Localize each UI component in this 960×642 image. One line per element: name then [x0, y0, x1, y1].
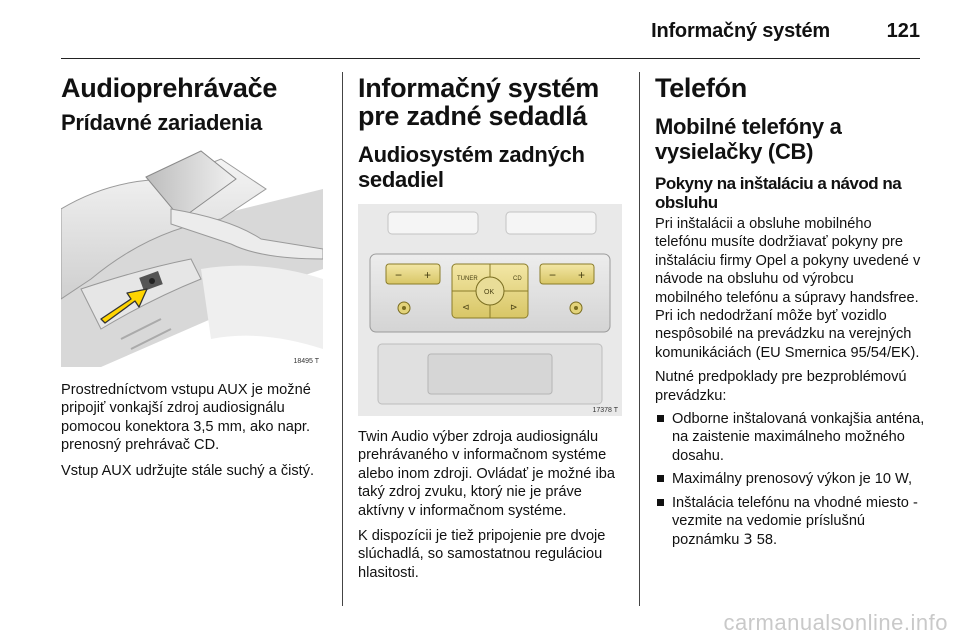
- aux-console-illustration: [61, 149, 323, 367]
- paragraph: Prostredníctvom vstupu AUX je možné pripojiť vonkajší zdroj audiosignálu pomocou konektora 3,5 mm, ako napr. prenosný prehrávač CD.: [61, 382, 311, 454]
- figure-id: 17378 T: [592, 407, 618, 414]
- column-rear-seat-info: [358, 74, 623, 582]
- section-heading: Telefón: [655, 73, 747, 103]
- column-divider: [639, 72, 640, 606]
- page-number: 121: [886, 20, 920, 42]
- paragraph: Nutné predpoklady pre bezproblémovú prevádzku:: [655, 369, 907, 404]
- svg-text:+: +: [578, 268, 586, 282]
- running-title: Informačný systém: [651, 20, 830, 42]
- ok-button-label: OK: [484, 289, 495, 296]
- rear-audio-panel-illustration: [358, 204, 622, 416]
- svg-text:⊲: ⊲: [462, 303, 470, 313]
- column-audio-players: [61, 74, 326, 480]
- tuner-button-label: TUNER: [457, 276, 478, 282]
- paragraph: Twin Audio výber zdroja audiosignálu prehrávaného v informačnom systéme alebo inom zdroji. Ovládať je možné iba taký zdroj zvuku, ktorý nie je práve aktívny v informačnom systéme.: [358, 429, 615, 519]
- list-item: Inštalácia telefónu na vhodné miesto - vezmite na vedomie príslušnú poznámku 3 58.: [655, 494, 925, 549]
- svg-text:−: −: [395, 268, 403, 282]
- figure-id: 18495 T: [293, 358, 319, 365]
- paragraph: Pri inštalácii a obsluhe mobilného telefónu musíte dodržiavať pokyny pre inštaláciu firmy Opel a pokyny uvedené v návode na obsluhu od výrobcu mobilného telefónu a súpravy handsfree. Pri ich nedodržaní môže byť vozidlo nespôsobilé na prevádzku na verejných komunikáciách (EU Smernica 95/54/EK).: [655, 216, 921, 361]
- bullet-square-icon: [657, 415, 664, 422]
- list-item: Odborne inštalovaná vonkajšia anténa, na zaistenie maximálneho možného dosahu.: [655, 410, 925, 465]
- svg-text:⊳: ⊳: [510, 303, 518, 313]
- section-subheading: Prídavné zariadenia: [61, 110, 262, 135]
- sub-subheading: Pokyny na inštaláciu a návod na obsluhu: [655, 174, 902, 212]
- requirements-list: [655, 410, 925, 549]
- section-subheading: Audiosystém zadných sedadiel: [358, 142, 585, 192]
- svg-text:+: +: [424, 268, 432, 282]
- section-heading: Audioprehrávače: [61, 73, 278, 103]
- page-reference-arrow-icon[interactable]: 3: [743, 530, 753, 548]
- watermark: carmanualsonline.info: [723, 610, 948, 635]
- column-divider: [342, 72, 343, 606]
- page-reference-link[interactable]: 58.: [756, 531, 778, 548]
- bullet-square-icon: [657, 499, 664, 506]
- bullet-square-icon: [657, 475, 664, 482]
- section-heading: Informačný systém pre zadné sedadlá: [358, 73, 599, 131]
- rear-audio-panel-figure: [358, 204, 622, 416]
- paragraph: K dispozícii je tiež pripojenie pre dvoje slúchadlá, so samostatnou reguláciou hlasitosti.: [358, 528, 606, 581]
- cd-button-label: CD: [513, 276, 522, 282]
- column-telephone: [655, 74, 925, 549]
- paragraph: Vstup AUX udržujte stále suchý a čistý.: [61, 462, 315, 479]
- header-rule: [61, 58, 920, 59]
- svg-text:−: −: [549, 268, 557, 282]
- page-header: [0, 0, 960, 60]
- aux-input-figure: [61, 149, 323, 367]
- list-item: Maximálny prenosový výkon je 10 W,: [655, 470, 925, 488]
- section-subheading: Mobilné telefóny a vysielačky (CB): [655, 114, 842, 164]
